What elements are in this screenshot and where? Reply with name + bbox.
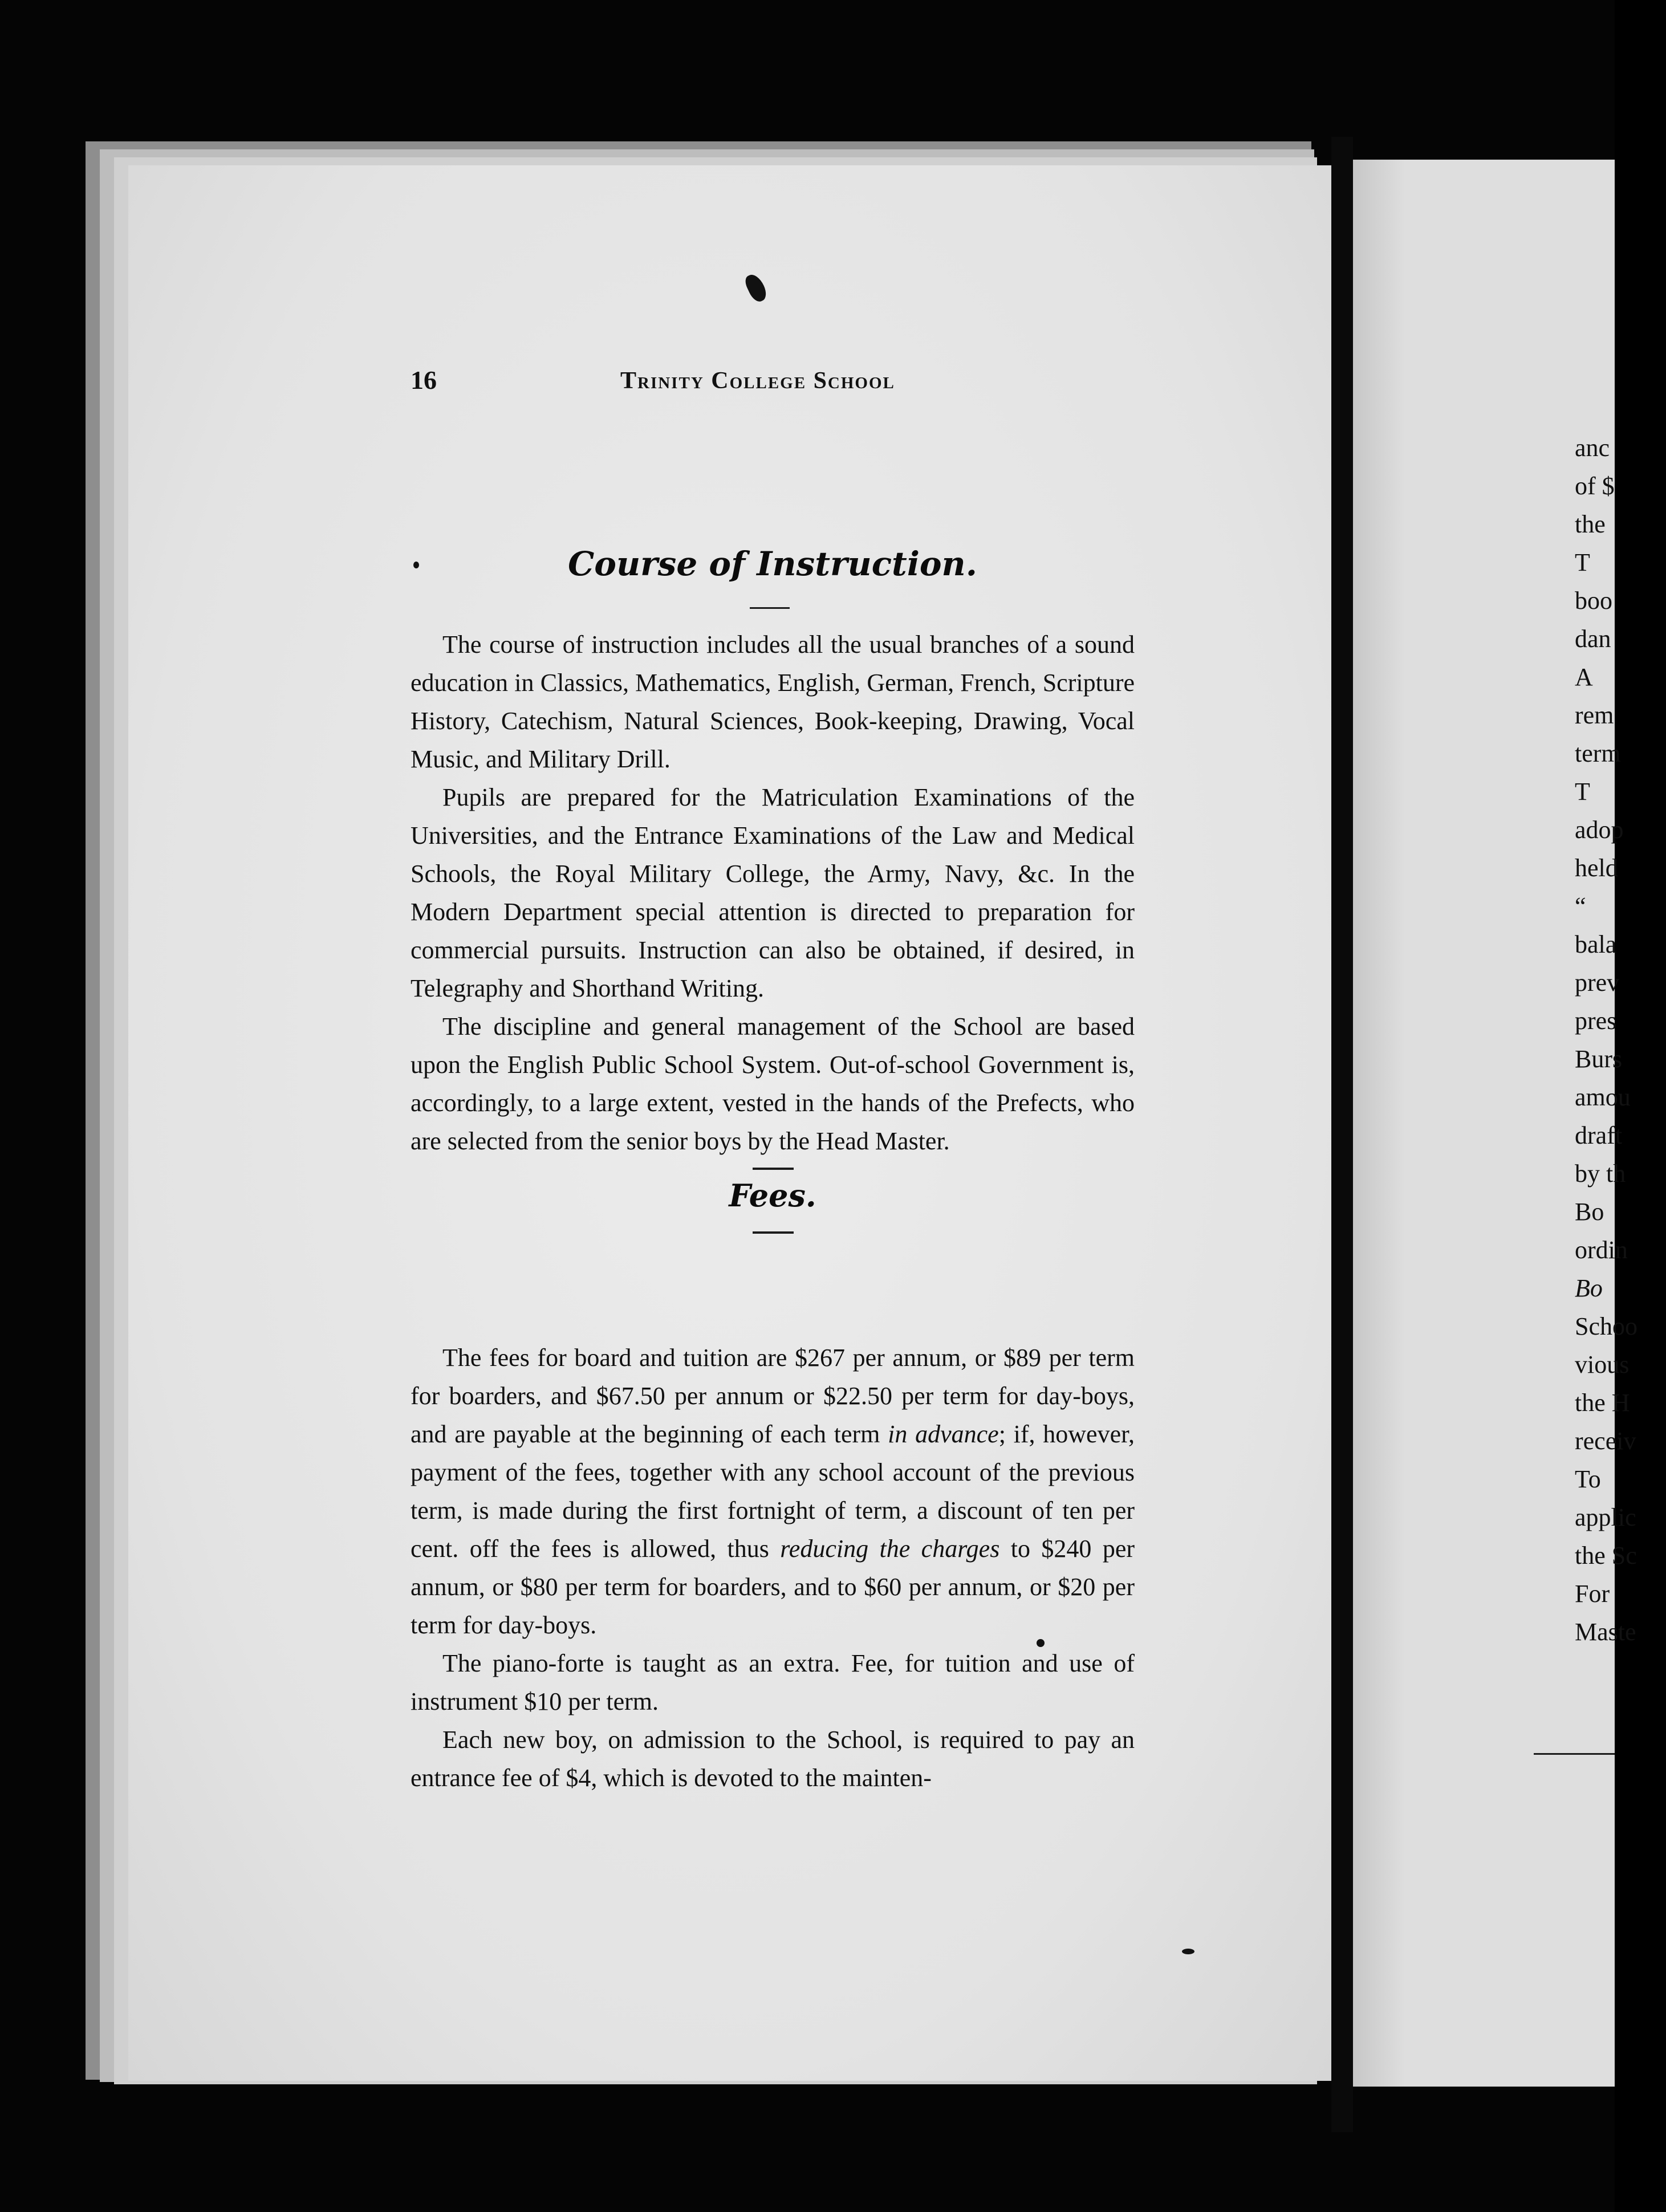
fragment-line: receiv — [1575, 1427, 1636, 1455]
paragraph — [411, 1339, 1135, 1644]
divider-rule — [753, 1231, 794, 1234]
fragment-line: draft — [1575, 1121, 1623, 1149]
fragment-line: T — [1575, 548, 1590, 576]
fragment-line: applic — [1575, 1503, 1636, 1531]
fragment-line: adop — [1575, 816, 1624, 844]
course-body — [411, 625, 1135, 1160]
fragment-line: of $ — [1575, 472, 1615, 500]
italic-phrase: in advance — [888, 1420, 999, 1448]
paragraph: Pupils are prepared for the Matriculation Examinations of the Universities, and the Entrance Examinations of the Law and Medical Schools, the Royal Military College, the Army, Navy, &c. In the Modern Department special attention is directed to preparation for commercial pursuits. Instruction can also be obtained, if desired, in Telegraphy and Shorthand Writing. — [411, 783, 1135, 1002]
fragment-line: Burs — [1575, 1045, 1623, 1073]
fragment-line: pres — [1575, 1007, 1617, 1035]
paragraph: The discipline and general management of the School are based upon the English Public School System. Out-of-school Government is, accordingly, to a large extent, vested in the hands of the Prefects, who are selected from the senior boys by the Head Master. — [411, 1013, 1135, 1155]
section-heading-course: Course of Instruction. — [568, 544, 977, 583]
fragment-line: Schoo — [1575, 1312, 1637, 1340]
divider-rule — [750, 607, 790, 609]
section-heading-fees: Fees. — [729, 1177, 816, 1214]
fragment-line: For — [1575, 1580, 1610, 1608]
fragment-line: vious — [1575, 1351, 1630, 1379]
fragment-line: Maste — [1575, 1618, 1636, 1646]
fragment-line: A — [1575, 663, 1593, 691]
fragment-line: Bo — [1575, 1274, 1603, 1302]
running-head — [411, 365, 1517, 399]
fragment-line: rem — [1575, 701, 1614, 729]
fragment-line: dan — [1575, 625, 1611, 653]
page-number: 16 — [411, 365, 437, 395]
fragment-line: the Sc — [1575, 1542, 1637, 1569]
italic-phrase: reducing the charges — [780, 1535, 1000, 1563]
book-gutter — [1331, 137, 1353, 2132]
fragment-line: T — [1575, 778, 1590, 806]
fragment-line: boo — [1575, 587, 1612, 615]
running-title: Trinity College School — [620, 368, 895, 394]
divider-rule — [753, 1168, 794, 1170]
fragment-line: amou — [1575, 1083, 1631, 1111]
fragment-line: bala — [1575, 930, 1617, 958]
text-run: to $240 per annum, or $80 per term for boarders, and to $60 per annum, or $20 per term for day-boys. — [411, 1535, 1135, 1639]
fragment-line: by th — [1575, 1160, 1626, 1188]
paragraph: The course of instruction includes all the usual branches of a sound education in Classics, Mathematics, English, German, French, Scripture History, Catechism, Natural Sciences, Book-keeping, Drawing, Vocal Music, and Military Drill. — [411, 631, 1135, 773]
fragment-line: “ — [1575, 892, 1586, 920]
ink-speck — [1182, 1949, 1194, 1954]
paragraph: Each new boy, on admission to the School, is required to pay an entrance fee of $4, which is devoted to the mainten- — [411, 1726, 1135, 1792]
facing-page-fragment — [1575, 429, 1666, 1651]
fragment-line: term — [1575, 739, 1621, 767]
fees-body — [411, 1339, 1135, 1797]
fragment-line: held — [1575, 854, 1618, 882]
fragment-line: anc — [1575, 434, 1610, 462]
fragment-line: Bo — [1575, 1198, 1604, 1226]
text-run: The fees for board and tuition are $267 per annum, or $89 per term for boarders, and $67.50 per annum or $22.50 per term for day-boys, and are payable at the beginning of each term — [411, 1344, 1135, 1448]
fragment-line: the H — [1575, 1389, 1630, 1417]
divider-rule — [1534, 1753, 1615, 1755]
fragment-line: To — [1575, 1465, 1601, 1493]
fragment-line: the — [1575, 510, 1606, 538]
text-run: ; if, however, payment of the fees, together with any school account of the previous term, is made during the first fortnight of term, a discount of ten per cent. off the fees is allowed, thus — [411, 1420, 1135, 1563]
paragraph: The piano-forte is taught as an extra. Fee, for tuition and use of instrument $10 per term. — [411, 1649, 1135, 1715]
fragment-line: prev — [1575, 969, 1620, 997]
fragment-line: ordin — [1575, 1236, 1628, 1264]
